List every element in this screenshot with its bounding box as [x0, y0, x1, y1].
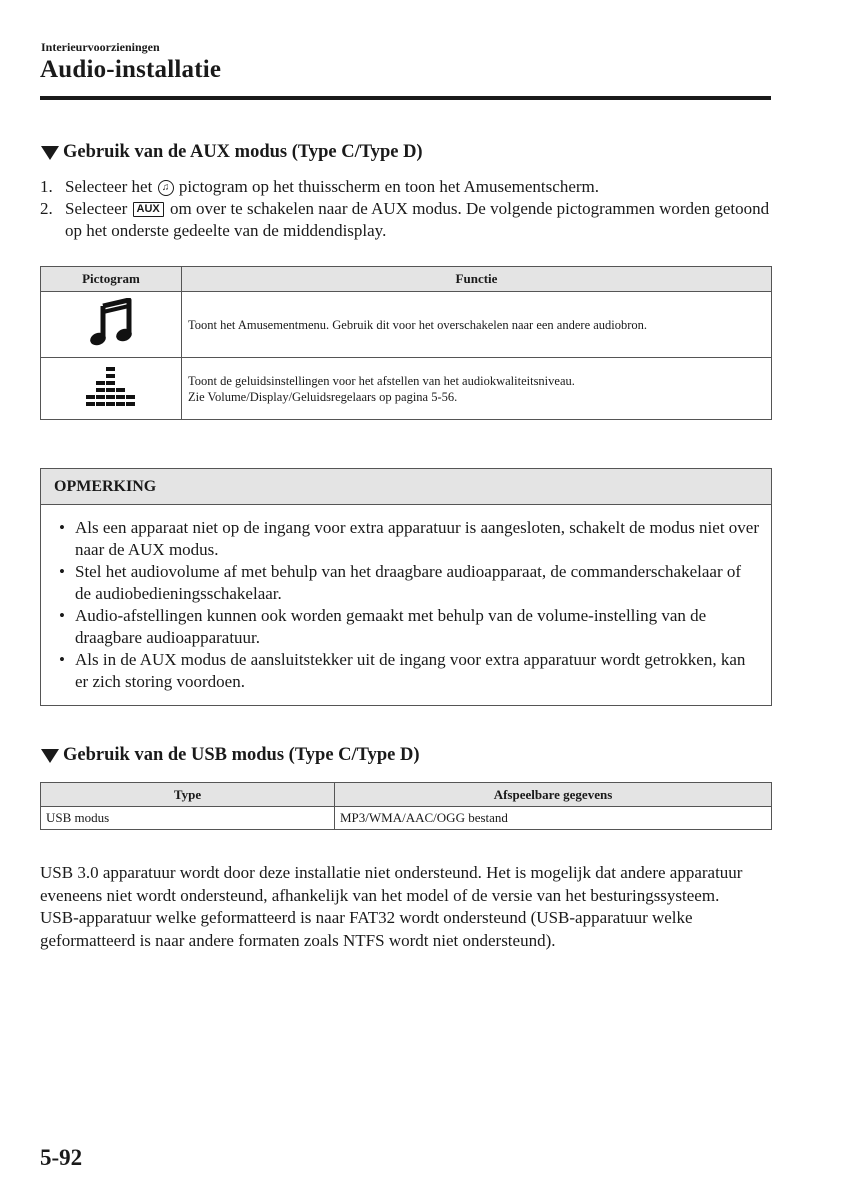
page-number: 5-92	[40, 1145, 83, 1170]
aux-steps	[40, 176, 775, 242]
column-header: Type	[41, 783, 335, 807]
table-cell: MP3/WMA/AAC/OGG bestand	[335, 807, 772, 830]
column-header: Afspeelbare gegevens	[335, 783, 772, 807]
list-item	[59, 605, 771, 649]
equalizer-icon	[86, 365, 136, 407]
note-heading: OPMERKING	[41, 469, 771, 505]
music-note-icon	[89, 298, 133, 346]
bullet: •	[59, 650, 65, 669]
bullet: •	[59, 606, 65, 625]
column-header: Functie	[182, 267, 772, 292]
usb-type-table	[40, 782, 772, 830]
bullet: •	[59, 518, 65, 537]
function-text-line: Toont de geluidsinstellingen voor het afstellen van het audiokwaliteitsniveau.	[188, 373, 575, 388]
music-note-icon: ♫	[158, 180, 174, 196]
note-item-text: Audio-afstellingen kunnen ook worden gemaakt met behulp van de volume-instelling van de draagbare audioapparatuur.	[75, 606, 707, 647]
step-text: om over te schakelen naar de AUX modus. De volgende pictogrammen worden getoond op het onderste gedeelte van de middendisplay.	[65, 199, 770, 240]
function-text: Toont het Amusementmenu. Gebruik dit voor het overschakelen naar een andere audiobron.	[182, 292, 772, 358]
note-item-text: Stel het audiovolume af met behulp van het draagbare audioapparaat, de commanderschakelaar of de audiobedieningsschakelaar.	[75, 562, 742, 603]
table-row	[41, 292, 772, 358]
aux-heading	[40, 142, 423, 163]
list-item	[59, 517, 771, 561]
icon-cell	[41, 292, 182, 358]
table-header-row	[41, 267, 772, 292]
step-text: Selecteer	[65, 199, 128, 218]
aux-key-icon: AUX	[133, 202, 164, 217]
paragraph: USB-apparatuur welke geformatteerd is naar FAT32 wordt ondersteund (USB-apparatuur welke geformatteerd is naar andere formaten zoals NTFS wordt niet ondersteund).	[40, 908, 693, 950]
usb-paragraphs	[40, 862, 775, 952]
step-2	[40, 198, 775, 242]
function-text	[182, 358, 772, 420]
note-item-text: Als een apparaat niet op de ingang voor extra apparatuur is aangesloten, schakelt de modus niet over naar de AUX modus.	[75, 518, 760, 559]
function-text-line: Zie Volume/Display/Geluidsregelaars op pagina 5-56.	[188, 389, 458, 404]
usb-heading	[40, 745, 420, 766]
bullet: •	[59, 562, 65, 581]
step-number: 1.	[40, 177, 53, 196]
table-row	[41, 807, 772, 830]
triangle-marker-icon	[41, 749, 59, 763]
step-1	[40, 176, 775, 198]
step-text: Selecteer het	[65, 177, 153, 196]
step-number: 2.	[40, 199, 53, 218]
list-item	[59, 561, 771, 605]
triangle-marker-icon	[41, 146, 59, 160]
icon-function-table	[40, 266, 772, 420]
note-box	[40, 468, 772, 706]
table-header-row	[41, 783, 772, 807]
list-item	[59, 649, 771, 693]
table-row	[41, 358, 772, 420]
note-item-text: Als in de AUX modus de aansluitstekker uit de ingang voor extra apparatuur wordt getrokken, kan er zich storing voordoen.	[75, 650, 746, 691]
icon-cell	[41, 358, 182, 420]
title-rule	[40, 96, 771, 100]
paragraph: USB 3.0 apparatuur wordt door deze installatie niet ondersteund. Het is mogelijk dat andere apparatuur eveneens niet wordt ondersteund, afhankelijk van het model of de versie van het besturingssysteem.	[40, 863, 743, 905]
column-header: Pictogram	[41, 267, 182, 292]
usb-heading-text: Gebruik van de USB modus (Type C/Type D)	[63, 745, 420, 765]
step-text: pictogram op het thuisscherm en toon het Amusementscherm.	[178, 177, 599, 196]
section-label: Interieurvoorzieningen	[41, 40, 160, 54]
aux-heading-text: Gebruik van de AUX modus (Type C/Type D)	[63, 142, 423, 162]
page-title: Audio-installatie	[40, 56, 222, 83]
table-cell: USB modus	[41, 807, 335, 830]
note-list	[41, 505, 771, 693]
